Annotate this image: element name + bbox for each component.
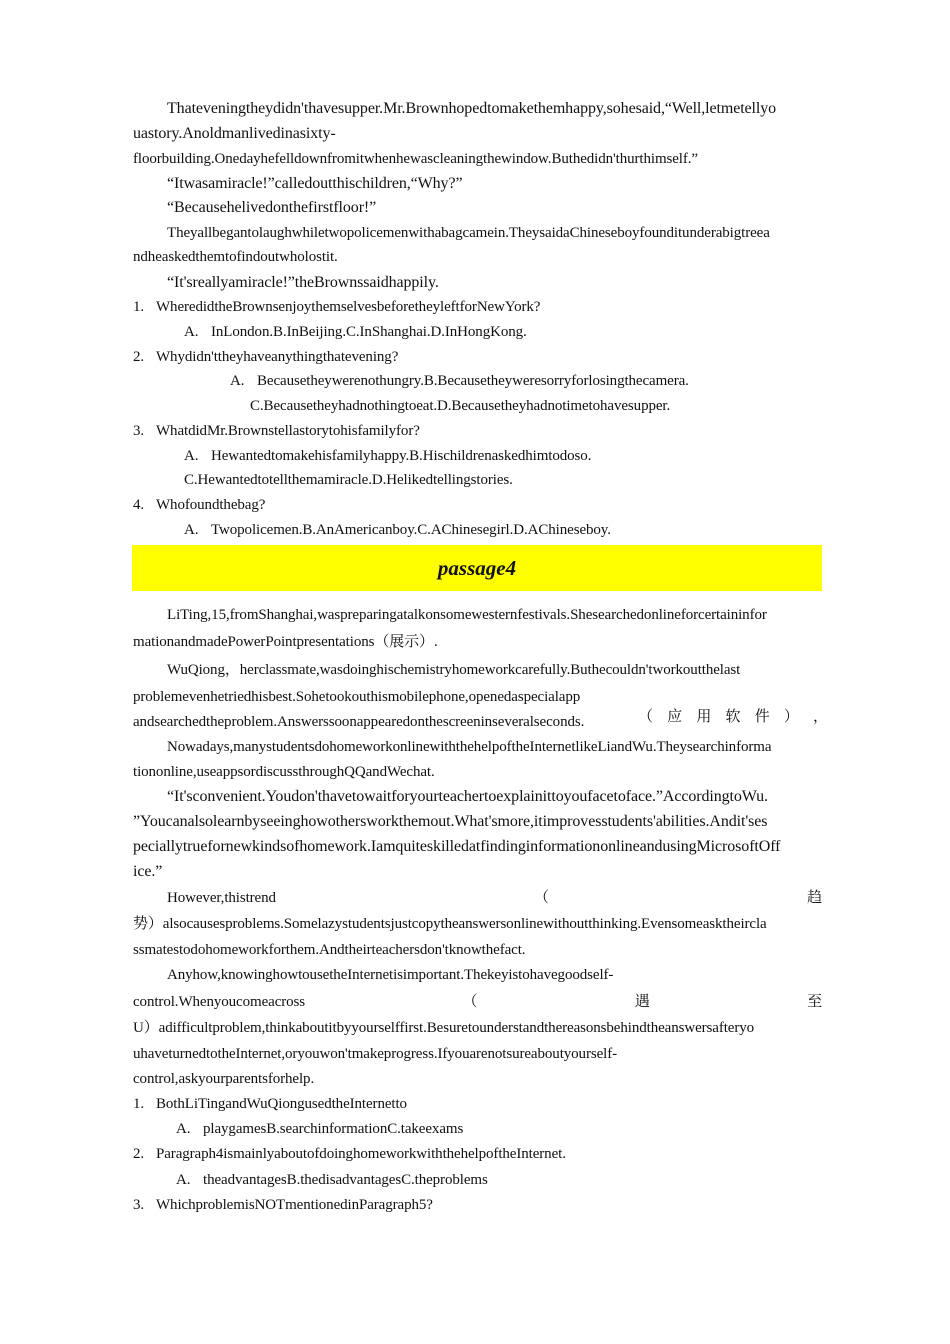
option-text: theadvantagesB.thedisadvantagesC.theproblems <box>203 1172 488 1188</box>
question-2-options <box>230 371 919 391</box>
p4-paragraph-6-line-3: U）adifficultproblem,thinkaboutitbyyourselffirst.Besuretounderstandthereasonsbehindtheanswersafteryo <box>133 1020 755 1036</box>
option-text: Hewantedtomakehisfamilyhappy.B.Hischildrenaskedhimtodoso. <box>211 448 592 464</box>
gloss-char: 用 <box>696 709 712 725</box>
p4-paragraph-4-line-4: ice.” <box>133 863 163 880</box>
question-number: 2. <box>133 349 145 365</box>
p4-question-3 <box>133 1195 822 1215</box>
story-paragraph-4-line-1: Theyallbegantolaughwhiletwopolicemenwithabagcamein.TheysaidaChineseboyfounditunderabigtreea <box>167 225 770 241</box>
question-number: 2. <box>133 1146 145 1162</box>
gloss-char: （ <box>534 890 549 906</box>
option-label: A. <box>176 1172 191 1188</box>
story-paragraph-1-line-2: uastory.Anoldmanlivedinasixty- <box>133 125 336 142</box>
p4-question-1 <box>133 1094 822 1114</box>
question-1-options <box>184 322 873 342</box>
p4-paragraph-2-line-3: andsearchedtheproblem.Answerssoonappearedonthescreeninseveralseconds. <box>133 714 585 730</box>
gloss-char: 应 <box>667 709 683 725</box>
question-text: WheredidtheBrownsenjoythemselvesbeforetheyleftforNewYork? <box>156 299 541 315</box>
option-text: playgamesB.searchinformationC.takeexams <box>203 1121 464 1137</box>
p4-paragraph-3-line-2: tiononline,useappsordiscussthroughQQandWechat. <box>133 764 435 780</box>
gloss-char: ） <box>783 709 799 725</box>
question-3-options-line-2: C.Hewantedtotellthemamiracle.D.Helikedtellingstories. <box>184 472 513 488</box>
gloss-char: 遇 <box>634 994 650 1010</box>
question-number: 1. <box>133 299 145 315</box>
option-text: Twopolicemen.B.AnAmericanboy.C.AChinesegirl.D.AChineseboy. <box>211 522 611 538</box>
question-4 <box>133 495 822 515</box>
passage-banner <box>132 545 822 591</box>
option-text: InLondon.B.InBeijing.C.InShanghai.D.InHongKong. <box>211 324 527 340</box>
question-2-options-line-2: C.Becausetheyhadnothingtoeat.D.Becausetheyhadnotimetohavesupper. <box>250 398 671 414</box>
question-text: WhatdidMr.Brownstellastorytohisfamilyfor? <box>156 423 420 439</box>
question-text: BothLiTingandWuQiongusedtheInternetto <box>156 1096 407 1112</box>
gloss-char: （ <box>462 994 478 1010</box>
p4-question-2 <box>133 1144 822 1164</box>
option-label: A. <box>230 373 245 389</box>
p4-paragraph-6-line-1: Anyhow,knowinghowtousetheInternetisimportant.Thekeyistohavegoodself- <box>167 967 614 983</box>
gloss-char: 件 <box>754 709 770 725</box>
option-label: A. <box>184 522 199 538</box>
question-text: Whydidn'ttheyhaveanythingthatevening? <box>156 349 399 365</box>
question-text: Paragraph4ismainlyaboutofdoinghomeworkwiththehelpoftheInternet. <box>156 1146 566 1162</box>
p4-paragraph-6-line-4: uhaveturnedtotheInternet,oryouwon'tmakeprogress.Ifyouarenotsureaboutyourself- <box>133 1046 618 1062</box>
question-number: 3. <box>133 423 145 439</box>
question-3-options <box>184 446 873 466</box>
p4-paragraph-4-line-2: ”Youcanalsolearnbyseeinghowothersworkthemout.What'smore,itimprovesstudents'abilities.Andit'ses <box>133 813 768 830</box>
story-paragraph-1-line-1: Thateveningtheydidn'thavesupper.Mr.Brownhopedtomakethemhappy,sohesaid,“Well,letmetellyo <box>167 100 777 117</box>
p4-paragraph-5-line-2: 势）alsocausesproblems.Somelazystudentsjustcopytheanswersonlinewithoutthinking.Evensomeasktheircla <box>133 916 767 932</box>
story-paragraph-5: “It'sreallyamiracle!”theBrownssaidhappily. <box>167 274 439 291</box>
p4-question-2-options <box>176 1170 865 1190</box>
story-paragraph-4-line-2: ndheaskedthemtofindoutwholostit. <box>133 249 338 265</box>
option-label: A. <box>176 1121 191 1137</box>
p4-paragraph-2-line-1: WuQiong，herclassmate,wasdoinghischemistryhomeworkcarefully.Buthecouldn'tworkoutthelast <box>167 662 741 678</box>
p4-paragraph-5-line-3: ssmatestodohomeworkforthem.Andtheirteachersdon'tknowthefact. <box>133 942 526 958</box>
p4-paragraph-5-line-1 <box>167 888 822 908</box>
p4-paragraph-3-line-1: Nowadays,manystudentsdohomeworkonlinewiththehelpoftheInternetlikeLiandWu.Theysearchinforma <box>167 739 772 755</box>
question-3 <box>133 421 822 441</box>
p4-paragraph-6-line-5: control,askyourparentsforhelp. <box>133 1071 315 1087</box>
question-number: 4. <box>133 497 145 513</box>
p4-paragraph-1-line-2: mationandmadePowerPointpresentations（展示）. <box>133 634 438 650</box>
gloss-char: 至 <box>807 994 822 1010</box>
question-4-options <box>184 520 873 540</box>
option-text: Becausetheywerenothungry.B.Becausetheyweresorryforlosingthecamera. <box>257 373 689 389</box>
p4-question-1-options <box>176 1119 865 1139</box>
story-paragraph-2: “Itwasamiracle!”calledoutthischildren,“Why?” <box>167 175 463 192</box>
question-1 <box>133 297 822 317</box>
gloss-char: ， <box>813 709 828 725</box>
story-paragraph-3: “Becausehelivedonthefirstfloor!” <box>167 199 377 216</box>
line-text: problemevenhetriedhisbest.Sohetookouthismobilephone,openedaspecialapp <box>133 689 581 705</box>
p4-paragraph-4-line-3: peciallytruefornewkindsofhomework.IamquiteskilledatfindinginformationonlineandusingMicrosoftOff <box>133 838 781 855</box>
p4-paragraph-4-line-1: “It'sconvenient.Youdon'thavetowaitforyourteachertoexplainittoyoufacetoface.”AccordingtoWu. <box>167 788 768 805</box>
question-text: Whofoundthebag? <box>156 497 266 513</box>
question-text: WhichproblemisNOTmentionedinParagraph5? <box>156 1197 433 1213</box>
line-text: However,thistrend <box>167 890 276 906</box>
p4-paragraph-6-line-2 <box>133 992 822 1012</box>
question-2 <box>133 347 822 367</box>
p4-paragraph-1-line-1: LiTing,15,fromShanghai,waspreparingatalkonsomewesternfestivals.Shesearchedonlineforcertaininfor <box>167 607 767 623</box>
option-label: A. <box>184 324 199 340</box>
question-number: 1. <box>133 1096 145 1112</box>
line-text: control.Whenyoucomeacross <box>133 994 306 1010</box>
passage-title: passage4 <box>437 555 517 580</box>
option-label: A. <box>184 448 199 464</box>
gloss-char: （ <box>638 709 653 725</box>
question-number: 3. <box>133 1197 145 1213</box>
story-paragraph-1-line-3: floorbuilding.Onedayhefelldownfromitwhenhewascleaningthewindow.Buthedidn'thurthimself.” <box>133 151 698 167</box>
gloss-char: 软 <box>725 709 741 725</box>
gloss-char: 趋 <box>807 890 822 906</box>
